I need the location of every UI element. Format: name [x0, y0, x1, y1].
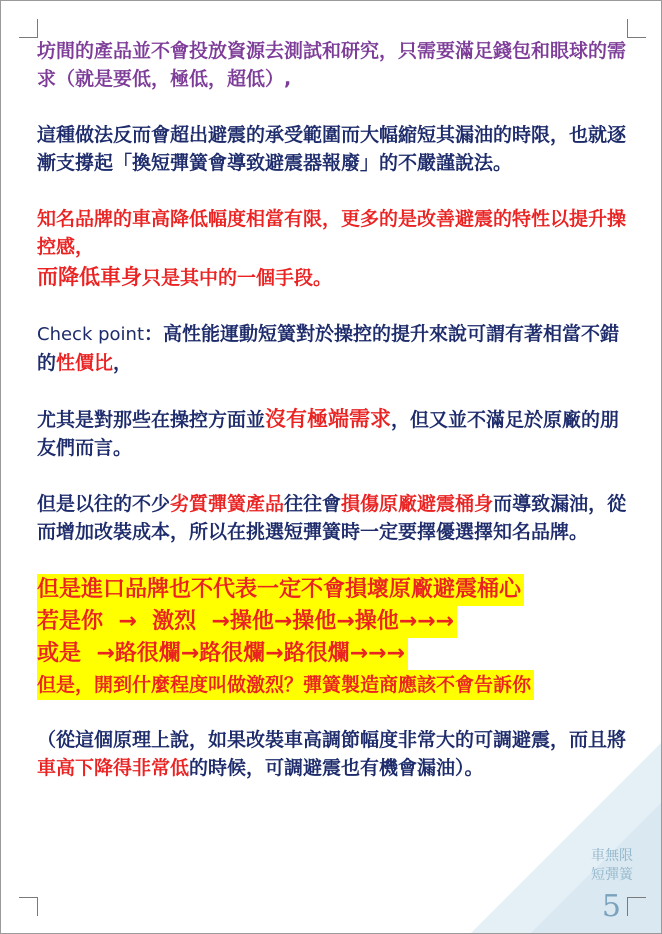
paragraph-2: 這種做法反而會超出避震的承受範圍而大幅縮短其漏油的時限，也就逐漸支撐起「換短彈簧會導致避震器報廢」的不嚴謹說法。: [37, 124, 627, 174]
paragraph-6-text: 尤其是對那些在操控方面並: [37, 409, 266, 431]
closing-text: （從這個原理上說，如果改裝車高調節幅度非常大的可調避震，而且將: [37, 729, 627, 751]
paragraph-7-emphasis-2: 損傷原廠避震桶身: [341, 493, 494, 515]
paragraph-4: [37, 263, 635, 292]
paragraph-7-end: 而導致漏油，從而增加改裝成本，所以在挑選短彈簧時一定要擇優選擇知名品牌。: [37, 493, 627, 543]
paragraph-5-text: ：高性能運動短簧對於操控的提升來說可謂有著相當不錯的: [37, 323, 620, 374]
check-point-label: Check point: [37, 324, 144, 345]
paragraph-7-text-2: 往往會: [284, 493, 342, 515]
paragraph-4-rest: 只是其中的一個手段。: [142, 267, 333, 289]
paragraph-6-end: ，但又並不滿足於原廠的朋友們而言。: [37, 409, 620, 459]
closing-paragraph: [37, 726, 635, 782]
page-number: 5: [601, 889, 621, 924]
highlight-line-2: 若是你 → 激烈 →操他→操他→操他→→→: [37, 606, 457, 638]
highlight-line-1: 但是進口品牌也不代表一定不會損壞原廠避震桶心: [37, 574, 524, 606]
body-content: [37, 37, 635, 782]
watermark: [591, 847, 633, 885]
paragraph-5: [37, 320, 635, 377]
paragraph-4-emphasis: 而降低車身: [37, 265, 142, 289]
paragraph-7: [37, 490, 635, 546]
paragraph-7-emphasis-1: 劣質彈簧產品: [170, 493, 285, 515]
paragraph-6: [37, 405, 635, 462]
closing-emphasis: 車高下降得非常低: [37, 757, 190, 779]
paragraph-5-emphasis: 性價比: [56, 352, 114, 374]
paragraph-6-emphasis: 沒有極端需求: [265, 407, 392, 431]
paragraph-3: 知名品牌的車高降低幅度相當有限，更多的是改善避震的特性以提升操控感，: [37, 208, 627, 258]
paragraph-5-end: ，: [113, 352, 133, 374]
crop-mark-top-left: [19, 19, 38, 38]
closing-end: 的時候，可調避震也有機會漏油）。: [189, 757, 484, 779]
paragraph-1: 坊間的產品並不會投放資源去測試和研究，只需要滿足錢包和眼球的需求（就是要低，極低，超低）,: [37, 40, 627, 90]
paragraph-7-text: 但是以往的不少: [37, 493, 171, 515]
crop-mark-top-right: [627, 19, 646, 38]
highlight-block: [37, 574, 635, 700]
watermark-line-2: 短彈簧: [591, 867, 633, 883]
highlight-line-4: 但是，開到什麼程度叫做激烈？彈簧製造商應該不會告訴你: [37, 670, 534, 700]
watermark-line-1: 車無限: [591, 848, 633, 864]
highlight-line-3: 或是 →路很爛→路很爛→路很爛→→→: [37, 638, 408, 670]
crop-mark-bottom-left: [19, 897, 38, 916]
crop-mark-bottom-right: [627, 897, 646, 916]
